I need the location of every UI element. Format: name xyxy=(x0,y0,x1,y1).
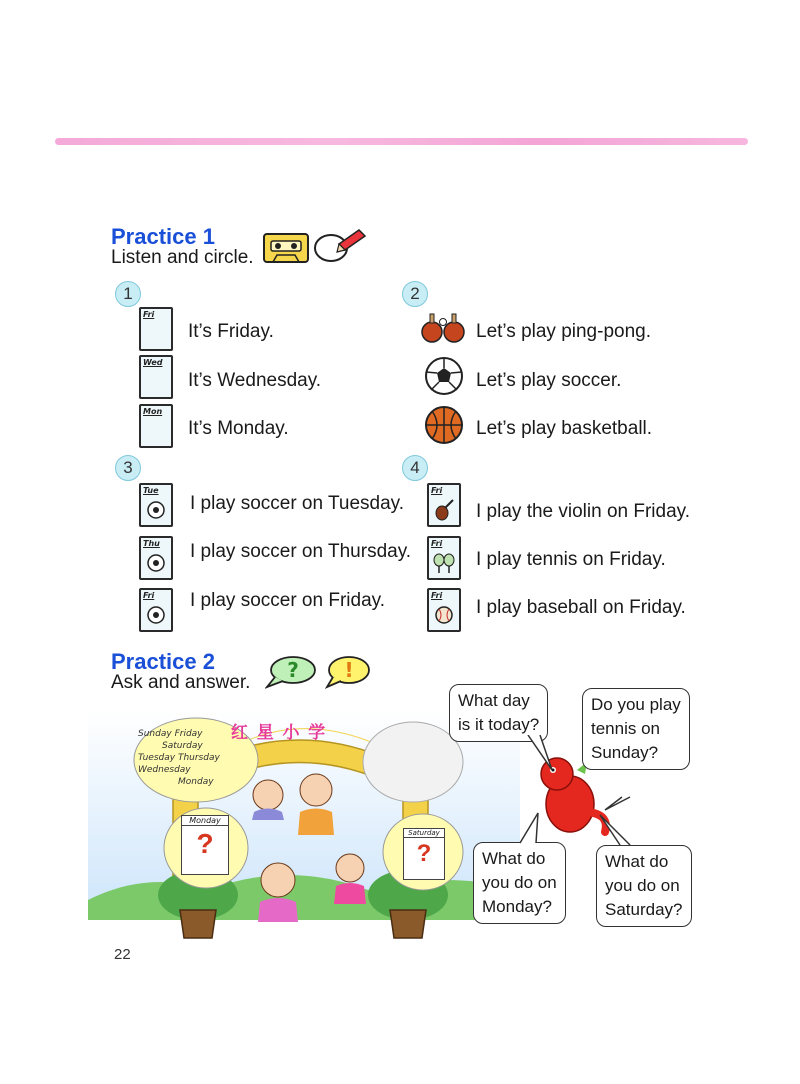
calendar-fri-violin-icon xyxy=(427,483,461,527)
basketball-icon xyxy=(424,405,464,445)
soccer-ball-icon xyxy=(424,356,464,396)
violin-icon xyxy=(433,498,455,522)
practice-2-instruction: Ask and answer. xyxy=(111,672,251,693)
group-1-number: 1 xyxy=(115,281,141,307)
days-cloud xyxy=(138,728,258,788)
calendar-mon-icon xyxy=(139,404,173,448)
practice-1-instruction: Listen and circle. xyxy=(111,247,254,268)
calendar-fri-soccer-icon xyxy=(139,588,173,632)
decorative-divider xyxy=(55,138,748,145)
item-text: Let’s play basketball. xyxy=(476,418,653,439)
cassette-icon xyxy=(263,233,309,263)
soccer-ball-icon xyxy=(147,501,165,519)
soccer-ball-icon xyxy=(147,554,165,572)
item-text: I play soccer on Tuesday. xyxy=(190,493,405,514)
calendar-thu-soccer-icon xyxy=(139,536,173,580)
ping-pong-icon xyxy=(420,312,466,348)
bubble-line: Saturday? xyxy=(605,900,683,919)
card-question-mark: ? xyxy=(196,828,214,859)
bubble-tails xyxy=(500,735,700,850)
item-text: I play the violin on Friday. xyxy=(476,501,691,522)
page-number: 22 xyxy=(114,946,131,963)
bubble-line: What do xyxy=(605,852,669,871)
soccer-ball-icon xyxy=(147,606,165,624)
calendar-fri-icon xyxy=(139,307,173,351)
calendar-wed-icon xyxy=(139,355,173,399)
group-4-number: 4 xyxy=(402,455,428,481)
group-2-number: 2 xyxy=(402,281,428,307)
practice-1-title: Practice 1 xyxy=(111,224,215,249)
calendar-fri-tennis-icon xyxy=(427,536,461,580)
calendar-label: Fri xyxy=(431,486,443,495)
item-text: I play soccer on Thursday. xyxy=(190,541,412,562)
question-bubble-icon xyxy=(265,655,317,689)
bubble-line: What day xyxy=(458,691,530,710)
day-word: Tuesday xyxy=(138,753,176,763)
item-text: I play baseball on Friday. xyxy=(476,597,686,618)
saturday-card xyxy=(403,828,445,880)
calendar-tue-soccer-icon xyxy=(139,483,173,527)
day-word: Sunday xyxy=(138,729,172,739)
day-word: Friday xyxy=(174,729,203,739)
calendar-label: Fri xyxy=(143,310,155,319)
card-label: Monday xyxy=(182,816,228,826)
bubble-line: Do you play xyxy=(591,695,681,714)
baseball-icon xyxy=(435,606,453,624)
calendar-label: Fri xyxy=(143,591,155,600)
speech-bubble-saturday xyxy=(596,845,692,927)
item-text: I play soccer on Friday. xyxy=(190,590,386,611)
monday-card xyxy=(181,815,229,875)
item-text: It’s Monday. xyxy=(188,418,289,439)
bubble-line: is it today? xyxy=(458,715,540,734)
calendar-label: Tue xyxy=(143,486,159,495)
day-word: Wednesday xyxy=(138,765,191,775)
exclamation-bubble-icon xyxy=(325,655,371,689)
group-3-number: 3 xyxy=(115,455,141,481)
day-word: Thursday xyxy=(177,753,220,763)
bubble-line: What do xyxy=(482,849,546,868)
calendar-label: Wed xyxy=(143,358,163,367)
card-question-mark: ? xyxy=(416,840,432,867)
svg-text:?: ? xyxy=(287,658,299,682)
speech-bubble-what-day xyxy=(449,684,548,742)
bubble-line: you do on xyxy=(605,876,680,895)
bubble-line: Monday? xyxy=(482,897,552,916)
tennis-rackets-icon xyxy=(432,552,456,574)
day-word: Saturday xyxy=(162,741,203,751)
item-text: Let’s play ping-pong. xyxy=(476,321,651,342)
calendar-label: Thu xyxy=(143,539,160,548)
speech-bubble-monday xyxy=(473,842,566,924)
bubble-line: Sunday? xyxy=(591,743,659,762)
practice-2-title: Practice 2 xyxy=(111,649,215,674)
day-word: Monday xyxy=(178,777,214,787)
svg-text:!: ! xyxy=(344,658,354,682)
card-label: Saturday xyxy=(404,829,444,838)
calendar-label: Fri xyxy=(431,539,443,548)
item-text: Let’s play soccer. xyxy=(476,370,622,391)
calendar-label: Fri xyxy=(431,591,443,600)
bubble-line: tennis on xyxy=(591,719,660,738)
item-text: It’s Friday. xyxy=(188,321,274,342)
bubble-line: you do on xyxy=(482,873,557,892)
calendar-label: Mon xyxy=(143,407,163,416)
gate-sign: 红 星 小 学 xyxy=(231,723,328,742)
pencil-circle-icon xyxy=(313,226,367,264)
calendar-fri-baseball-icon xyxy=(427,588,461,632)
item-text: I play tennis on Friday. xyxy=(476,549,666,570)
item-text: It’s Wednesday. xyxy=(188,370,322,391)
